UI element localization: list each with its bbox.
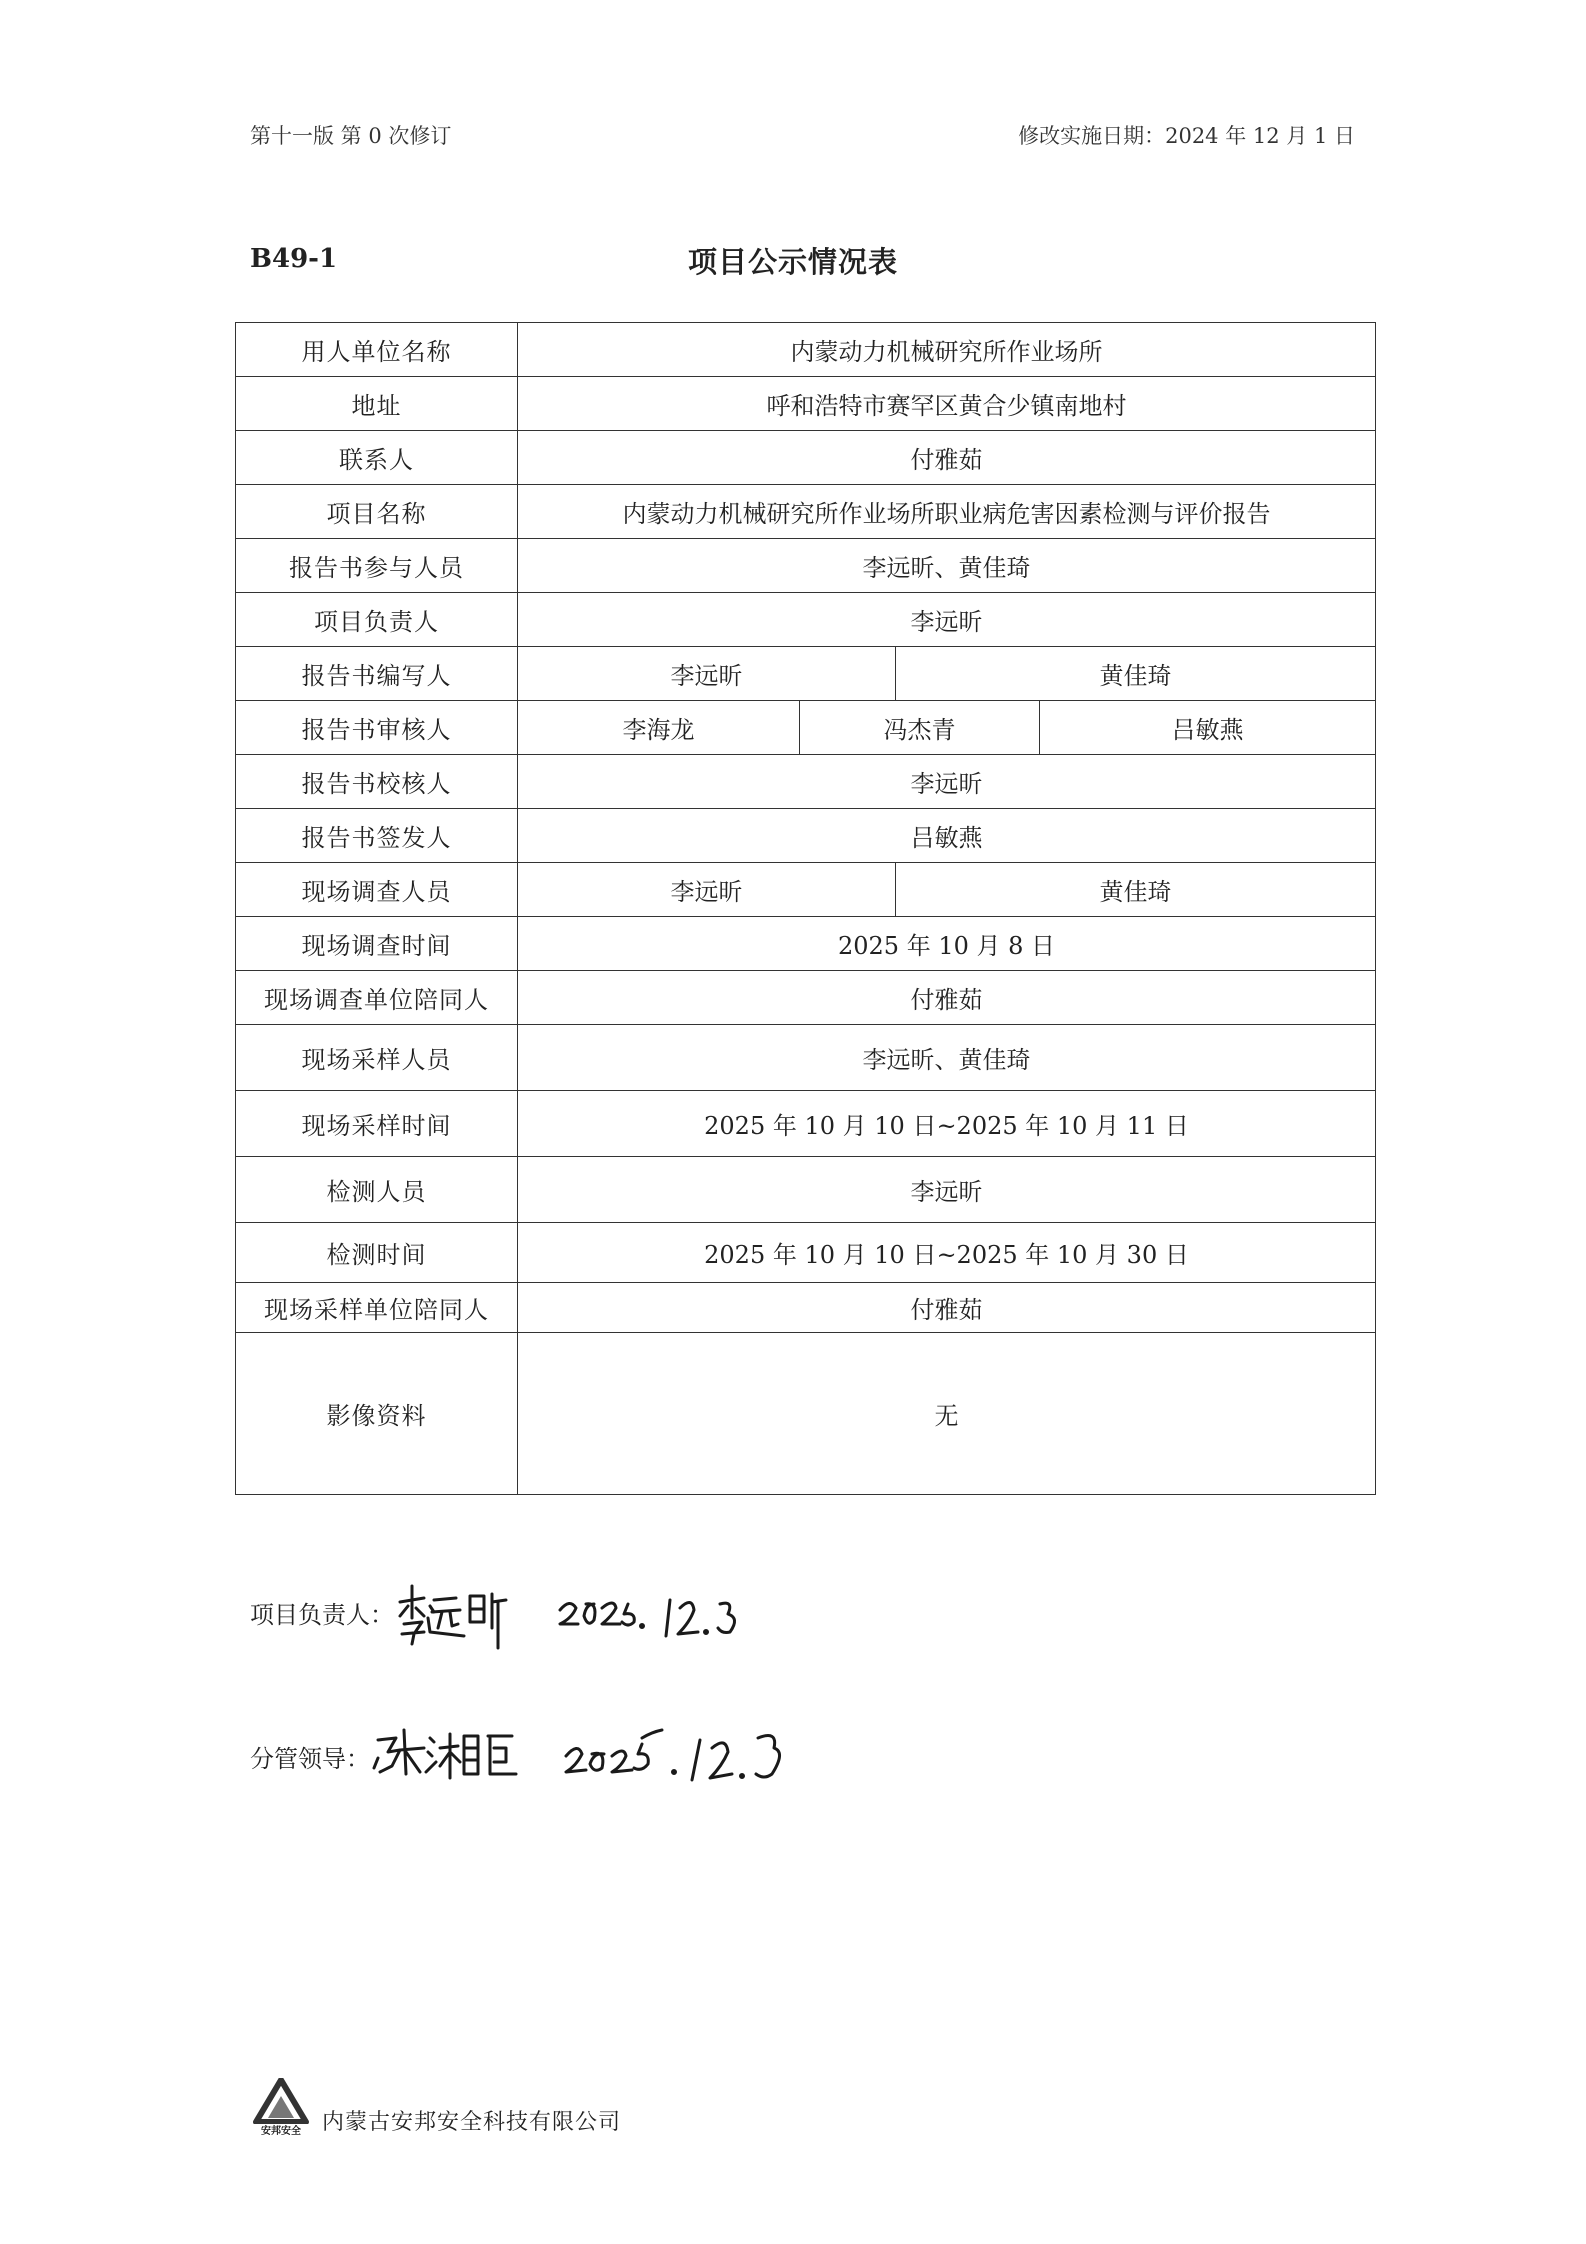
- row-employer-name: [236, 323, 1376, 377]
- sampling-time-value: 2025 年 10 月 10 日~2025 年 10 月 11 日: [518, 1091, 1376, 1157]
- report-reviewer-1: 李海龙: [518, 701, 800, 755]
- row-site-investigators: [236, 863, 1376, 917]
- row-report-participants: [236, 539, 1376, 593]
- supervisor-signature-label: 分管领导：: [250, 1745, 370, 1773]
- report-participants-value: 李远昕、黄佳琦: [518, 539, 1376, 593]
- employer-name-label: 用人单位名称: [236, 323, 518, 377]
- sampling-time-label: 现场采样时间: [236, 1091, 518, 1157]
- edition-text: 第十一版 第 0 次修订: [250, 124, 452, 148]
- site-investigation-time-label: 现场调查时间: [236, 917, 518, 971]
- site-investigator-2: 黄佳琦: [896, 863, 1376, 917]
- row-report-issuer: [236, 809, 1376, 863]
- company-logo: [250, 2078, 312, 2136]
- row-contact: [236, 431, 1376, 485]
- testing-time-value: 2025 年 10 月 10 日~2025 年 10 月 30 日: [518, 1223, 1376, 1283]
- row-sampling-escort: [236, 1283, 1376, 1333]
- site-investigator-1: 李远昕: [518, 863, 896, 917]
- address-label: 地址: [236, 377, 518, 431]
- row-address: [236, 377, 1376, 431]
- sampling-staff-label: 现场采样人员: [236, 1025, 518, 1091]
- row-image-materials: [236, 1333, 1376, 1495]
- logo-text: 安邦安全: [261, 2126, 301, 2136]
- project-name-label: 项目名称: [236, 485, 518, 539]
- testing-staff-value: 李远昕: [518, 1157, 1376, 1223]
- report-reviewer-2: 冯杰青: [800, 701, 1040, 755]
- site-investigators-label: 现场调查人员: [236, 863, 518, 917]
- project-leader-signature-label: 项目负责人：: [250, 1601, 394, 1629]
- report-reviewers-label: 报告书审核人: [236, 701, 518, 755]
- employer-name-value: 内蒙动力机械研究所作业场所: [518, 323, 1376, 377]
- site-investigation-time-value: 2025 年 10 月 8 日: [518, 917, 1376, 971]
- footer: [250, 2078, 621, 2136]
- report-proofreader-label: 报告书校核人: [236, 755, 518, 809]
- form-code: B49-1: [250, 244, 338, 274]
- site-investigation-escort-value: 付雅茹: [518, 971, 1376, 1025]
- sampling-staff-value: 李远昕、黄佳琦: [518, 1025, 1376, 1091]
- company-name: 内蒙古安邦安全科技有限公司: [322, 2109, 622, 2135]
- report-proofreader-value: 李远昕: [518, 755, 1376, 809]
- row-sampling-time: [236, 1091, 1376, 1157]
- row-report-proofreader: [236, 755, 1376, 809]
- row-site-investigation-escort: [236, 971, 1376, 1025]
- site-investigation-escort-label: 现场调查单位陪同人: [236, 971, 518, 1025]
- form-title: 项目公示情况表: [687, 245, 898, 279]
- row-sampling-staff: [236, 1025, 1376, 1091]
- row-report-writers: [236, 647, 1376, 701]
- sampling-escort-value: 付雅茹: [518, 1283, 1376, 1333]
- supervisor-signature-row: [250, 1708, 910, 1798]
- report-writers-label: 报告书编写人: [236, 647, 518, 701]
- report-issuer-value: 吕敏燕: [518, 809, 1376, 863]
- row-testing-time: [236, 1223, 1376, 1283]
- image-materials-value: 无: [518, 1333, 1376, 1495]
- address-value: 呼和浩特市赛罕区黄合少镇南地村: [518, 377, 1376, 431]
- supervisor-handwritten-signature: [370, 1708, 910, 1798]
- image-materials-label: 影像资料: [236, 1333, 518, 1495]
- project-leader-value: 李远昕: [518, 593, 1376, 647]
- row-site-investigation-time: [236, 917, 1376, 971]
- sampling-escort-label: 现场采样单位陪同人: [236, 1283, 518, 1333]
- project-leader-handwritten-signature: [394, 1572, 814, 1652]
- project-leader-label: 项目负责人: [236, 593, 518, 647]
- project-name-value: 内蒙动力机械研究所作业场所职业病危害因素检测与评价报告: [518, 485, 1376, 539]
- report-writer-2: 黄佳琦: [896, 647, 1376, 701]
- project-leader-signature-row: [250, 1572, 814, 1652]
- report-writer-1: 李远昕: [518, 647, 896, 701]
- contact-label: 联系人: [236, 431, 518, 485]
- report-participants-label: 报告书参与人员: [236, 539, 518, 593]
- report-issuer-label: 报告书签发人: [236, 809, 518, 863]
- testing-time-label: 检测时间: [236, 1223, 518, 1283]
- row-project-name: [236, 485, 1376, 539]
- effective-date-text: 修改实施日期：2024 年 12 月 1 日: [1018, 124, 1355, 148]
- report-reviewer-3: 吕敏燕: [1040, 701, 1376, 755]
- contact-value: 付雅茹: [518, 431, 1376, 485]
- row-report-reviewers: [236, 701, 1376, 755]
- row-testing-staff: [236, 1157, 1376, 1223]
- testing-staff-label: 检测人员: [236, 1157, 518, 1223]
- project-info-table: [235, 322, 1376, 1495]
- row-project-leader: [236, 593, 1376, 647]
